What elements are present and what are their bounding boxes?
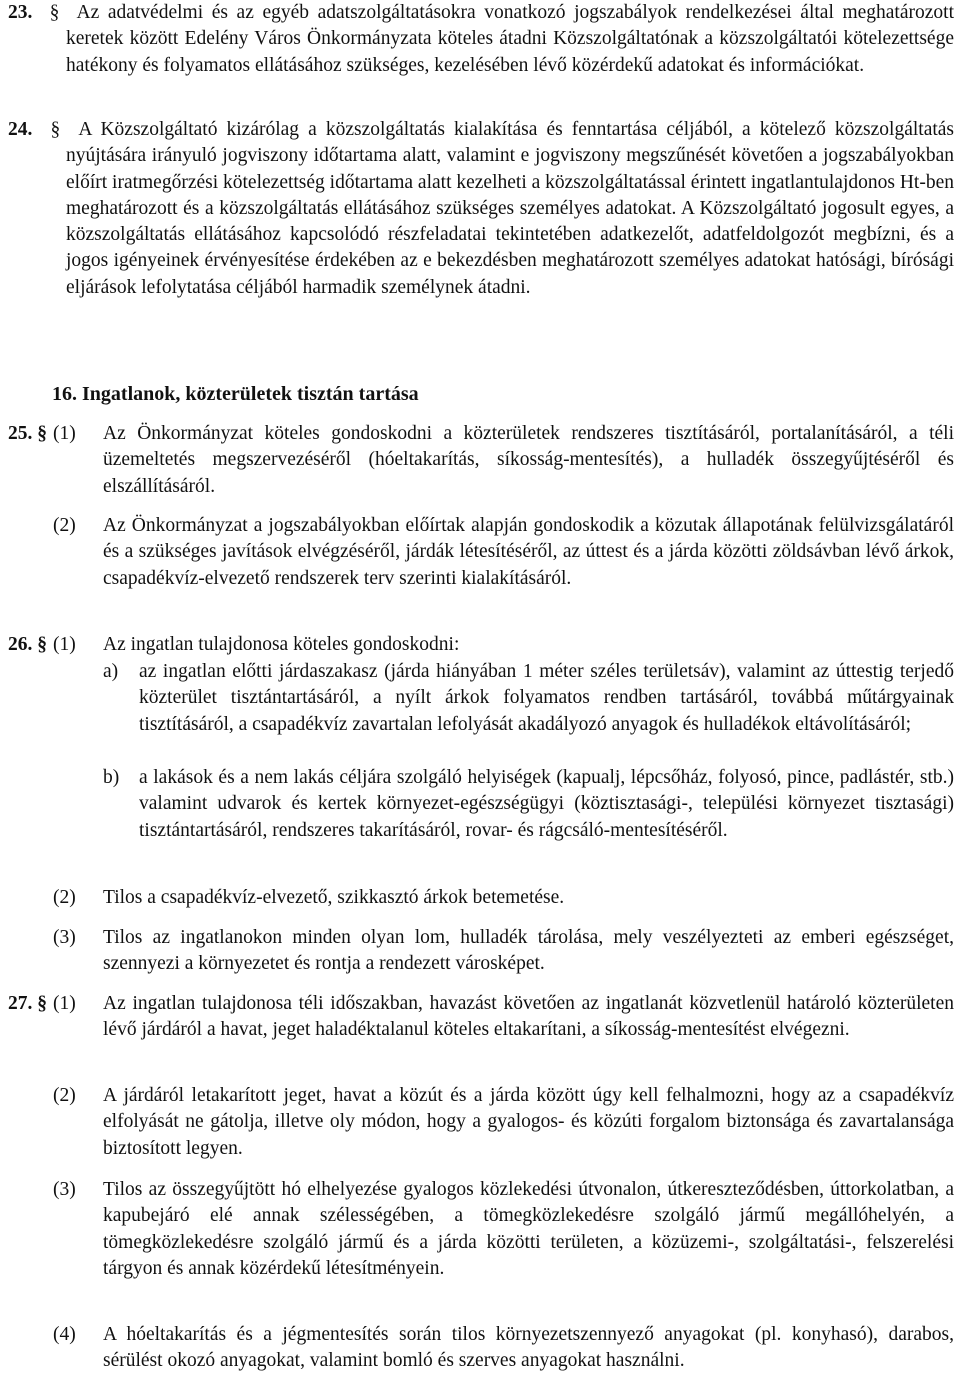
paragraph-number: (2) [53, 1085, 76, 1106]
paragraph-number: (2) [53, 515, 76, 536]
paragraph-text: Tilos az ingatlanokon minden olyan lom, hulladék tárolása, mely veszélyezteti az emberi egészséget, szennyezi a környezetet és rontja a rendezett városképet. [103, 927, 954, 975]
paragraph-number: (1) [53, 634, 76, 655]
list-item-text: az ingatlan előtti járdaszakasz (járda hiányában 1 méter széles területsáv), valamint az úttestig terjedő közterület tisztántartásáról, a nyílt árkok folyamatos rendben tartásáról, továbbá műtárgyainak tisztításáról, a csapadékvíz zavartalan lefolyását akadályozó anyagok és hulladékok eltávolításáról; [139, 661, 954, 735]
paragraph-text: Az Önkormányzat köteles gondoskodni a közterületek rendszeres tisztításáról, portalanításáról, a téli üzemeltetés megszervezéséről (hóeltakarítás, síkosság-mentesítés), a hulladék összegyűjtéséről és elszállításáról. [103, 423, 954, 497]
list-item-label: b) [103, 767, 120, 788]
list-item-text: a lakások és a nem lakás céljára szolgáló helyiségek (kapualj, lépcsőház, folyosó, pince, padlástér, stb.) valamint udvarok és kertek környezet-egészségügyi (köztisztasági-, települési környezet tisztasági) tisztántartásáról, rendszeres takarításáról, rovar- és rágcsáló-mentesítéséről. [139, 767, 954, 841]
article-26-paragraph-3 [8, 925, 954, 978]
article-26-paragraph-1 [8, 632, 954, 658]
list-item-a [103, 659, 954, 738]
article-27-paragraph-4 [8, 1322, 954, 1375]
article-27-paragraph-3 [8, 1177, 954, 1282]
list-item-label: a) [103, 661, 119, 682]
article-number: 26. § [8, 634, 47, 655]
article-number: 23. [8, 2, 33, 23]
article-26-paragraph-2 [8, 885, 954, 911]
article-27-paragraph-2 [8, 1083, 954, 1162]
paragraph-number: (1) [53, 423, 76, 444]
paragraph-number: (3) [53, 927, 76, 948]
paragraph-text: Az ingatlan tulajdonosa téli időszakban, havazást követően az ingatlanát közvetlenül határoló közterületen lévő járdáról a havat, jeget haladéktalanul köteles eltakarítani, a síkosság-mentesítést elvégezni. [103, 993, 954, 1041]
paragraph-number: (4) [53, 1324, 76, 1345]
paragraph-number: (2) [53, 887, 76, 908]
paragraph-number: (3) [53, 1179, 76, 1200]
article-text: A Közszolgáltató kizárólag a közszolgáltatás kialakítása és fenntartása céljából, a kötelező közszolgáltatás nyújtására irányuló jogviszony időtartama alatt, valamint e jogviszony megszűnését követően a jogszabályokban előírt iratmegőrzési kötelezettség időtartama alatt kezelheti a közszolgáltatással érintett ingatlantulajdonos Ht-ben meghatározott és a közszolgáltatás ellátásához szükséges személyes adatokat. A Közszolgáltató jogosult egyes, a közszolgáltatás ellátásához kapcsolódó részfeladatai tekintetében adatkezelőt, adatfeldolgozót megbízni, és a jogos igényeinek érvényesítése érdekében az e bekezdésben meghatározott személyes adatokat hatósági, bírósági eljárások lefolytatása céljából harmadik személynek átadni. [66, 119, 955, 298]
paragraph-text: A járdáról letakarított jeget, havat a közút és a járda között úgy kell felhalmozni, hogy az a csapadékvíz elfolyását ne gátolja, illetve oly módon, hogy a gyalogos- és közúti forgalom biztonsága és zavartalansága biztosított legyen. [103, 1085, 954, 1159]
article-number: 27. § [8, 993, 47, 1014]
article-25-paragraph-2 [8, 513, 954, 592]
article-25-paragraph-1 [8, 421, 954, 500]
article-24: 24. § A Közszolgáltató kizárólag a közszolgáltatás kialakítása és fenntartása céljából, a kötelező közszolgáltatás nyújtására irányuló jogviszony időtartama alatt, valamint e jogviszony megszűnését követően a jogszabályokban előírt iratmegőrzési kötelezettség időtartama alatt kezelheti a közszolgáltatással érintett ingatlantulajdonos Ht-ben meghatározott és a közszolgáltatás ellátásához szükséges személyes adatokat. A Közszolgáltató jogosult egyes, a közszolgáltatás ellátásához kapcsolódó részfeladatai tekintetében adatkezelőt, adatfeldolgozót megbízni, és a jogos igényeinek érvényesítése érdekében az e bekezdésben meghatározott személyes adatokat hatósági, bírósági eljárások lefolytatása céljából harmadik személynek átadni. [8, 119, 955, 298]
paragraph-text: Tilos a csapadékvíz-elvezető, szikkasztó árkok betemetése. [103, 887, 565, 908]
paragraph-text: Az Önkormányzat a jogszabályokban előírtak alapján gondoskodik a közutak állapotának felülvizsgálatáról és a szükséges javítások elvégzéséről, járdák létesítéséről, az úttest és a járda közötti zöldsávban lévő árkok, csapadékvíz-elvezető rendszerek terv szerinti kialakításáról. [103, 515, 954, 589]
article-27-paragraph-1 [8, 991, 954, 1044]
paragraph-text: Tilos az összegyűjtött hó elhelyezése gyalogos közlekedési útvonalon, útkereszteződésben, úttorkolatban, a kapubejáró elé annak szélességében, a tömegközlekedésre szolgáló jármű megállóhelyén, a tömegközlekedésre szolgáló jármű és a járda közötti területen, a közüzemi-, szolgáltatási-, felszerelési tárgyon és annak közérdekű létesítményein. [103, 1179, 954, 1279]
article-number: 24. [8, 119, 33, 140]
paragraph-text: A hóeltakarítás és a jégmentesítés során tilos környezetszennyező anyagokat (pl. konyhasó), darabos, sérülést okozó anyagokat, valamint bomló és szerves anyagokat használni. [103, 1324, 954, 1372]
section-heading: 16. Ingatlanok, közterületek tisztán tartása [52, 383, 419, 405]
paragraph-text: Az ingatlan tulajdonosa köteles gondoskodni: [103, 634, 460, 655]
list-item-b [103, 765, 954, 844]
paragraph-number: (1) [53, 993, 76, 1014]
article-23: 23. § Az adatvédelmi és az egyéb adatszolgáltatásokra vonatkozó jogszabályok rendelkezései által meghatározott keretek között Edelény Város Önkormányzata köteles átadni Közszolgáltatónak a közszolgáltatói kötelezettsége hatékony és folyamatos ellátásához szükséges, kezelésében lévő közérdekű adatokat és információkat. [8, 2, 954, 76]
article-number: 25. § [8, 423, 47, 444]
article-text: Az adatvédelmi és az egyéb adatszolgáltatásokra vonatkozó jogszabályok rendelkezései által meghatározott keretek között Edelény Város Önkormányzata köteles átadni Közszolgáltatónak a közszolgáltatói kötelezettsége hatékony és folyamatos ellátásához szükséges, kezelésében lévő közérdekű adatokat és információkat. [66, 2, 954, 76]
